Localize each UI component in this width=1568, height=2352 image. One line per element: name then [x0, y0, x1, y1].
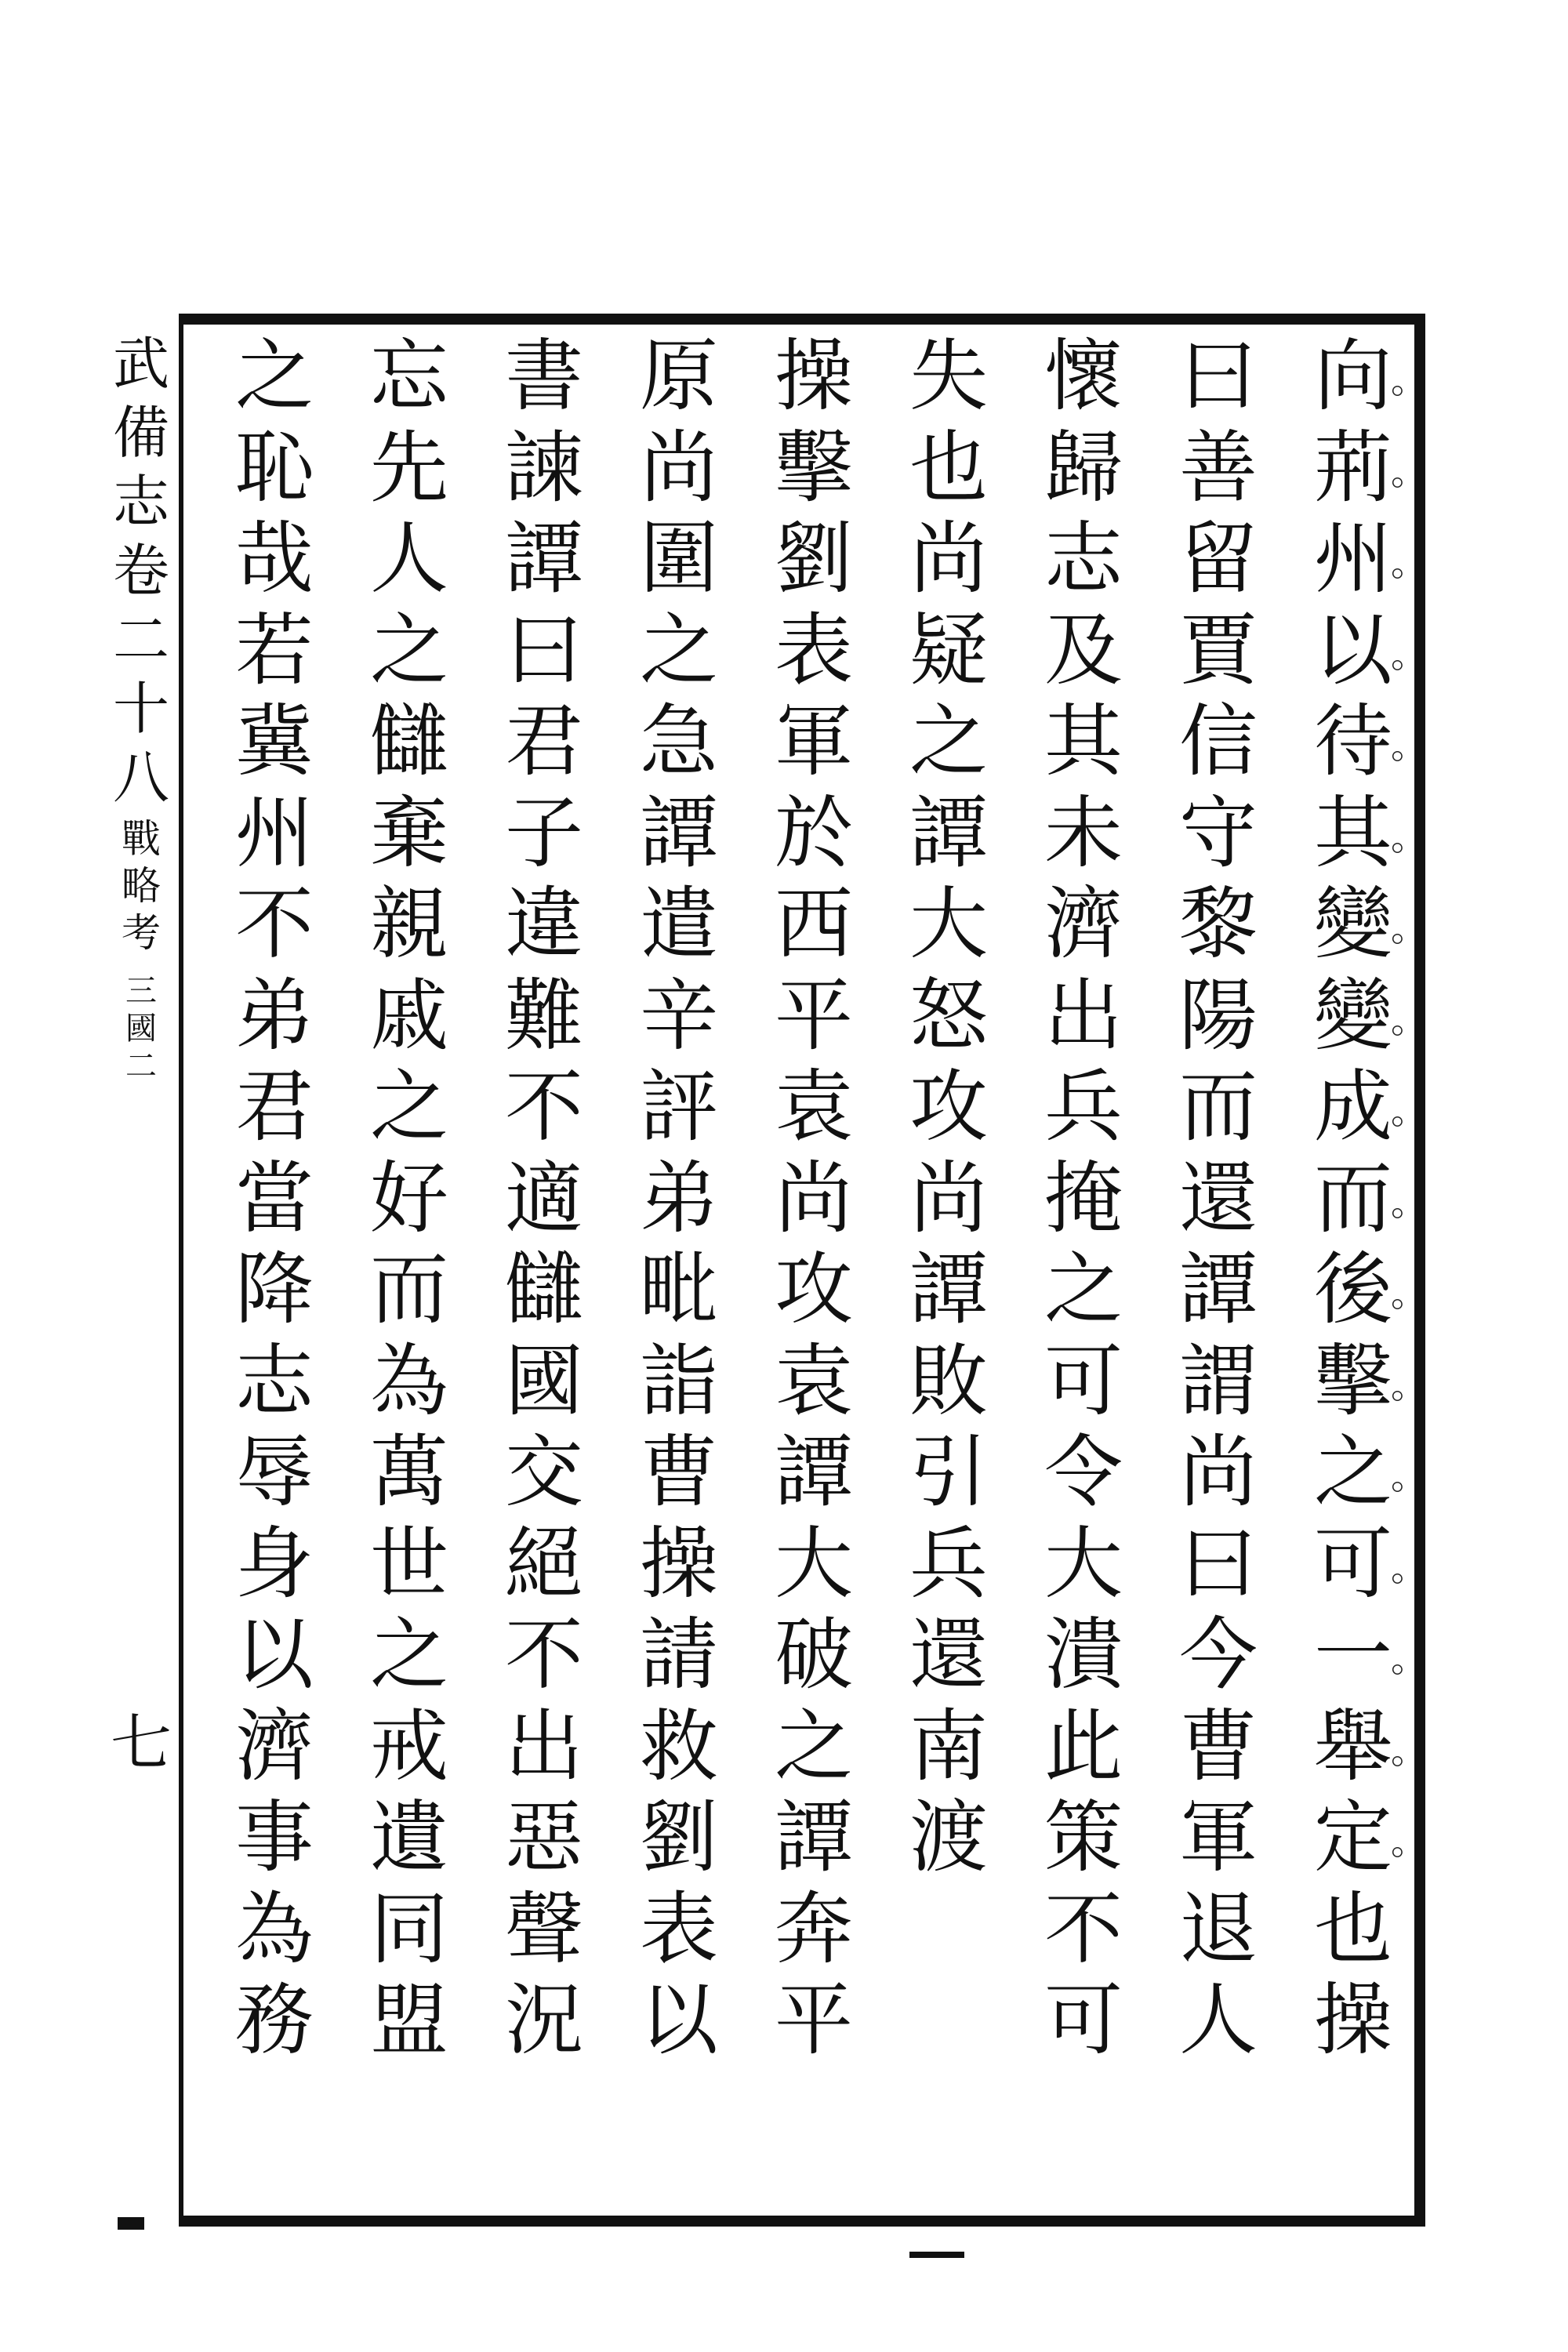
text-char: 曹: [1179, 1700, 1258, 1792]
text-char: 辱: [235, 1426, 314, 1518]
text-char: 盟: [370, 1974, 448, 2066]
text-char: 譚: [1179, 1243, 1258, 1335]
text-char: 譚: [505, 513, 583, 604]
text-char: 違: [505, 878, 583, 970]
text-char: 陽: [1179, 969, 1258, 1062]
text-char: 大: [909, 878, 988, 970]
text-char: 惡: [505, 1791, 583, 1883]
text-column: [1036, 330, 1131, 2073]
text-char: 急: [640, 695, 718, 787]
text-char: 軍: [1179, 1791, 1258, 1883]
text-char: 袁: [775, 1061, 853, 1152]
text-char: 而: [370, 1243, 448, 1335]
text-column: [902, 330, 996, 1890]
text-char: 操: [640, 1517, 718, 1610]
book-title-char: 備: [112, 400, 169, 466]
text-char: 同: [370, 1882, 448, 1975]
text-char: 州 。: [1306, 520, 1400, 612]
text-char: 以: [640, 1974, 718, 2066]
text-char: 而 。: [1306, 1160, 1400, 1251]
text-char: 濟: [235, 1700, 314, 1792]
text-char: 曰: [1179, 330, 1258, 422]
section-subtitle: [110, 972, 172, 1085]
text-char: 出: [505, 1700, 583, 1792]
text-char: 之: [370, 1609, 448, 1700]
text-char: 破: [775, 1609, 853, 1700]
text-char: 尚: [909, 1152, 988, 1244]
text-char: 濟: [1044, 878, 1123, 970]
text-char: 恥: [235, 421, 314, 514]
text-char: 辛: [640, 969, 718, 1062]
text-char: 擊: [775, 421, 853, 514]
text-char: 聲: [505, 1882, 583, 1975]
text-char: 詣: [640, 1334, 718, 1427]
text-char: 君: [235, 1061, 314, 1152]
text-char: 世: [370, 1517, 448, 1610]
text-char: 不: [505, 1609, 583, 1700]
text-char: 請: [640, 1609, 718, 1700]
text-char: 諫: [505, 421, 583, 514]
text-char: 之: [235, 330, 314, 422]
text-char: 於: [775, 786, 853, 879]
text-column: [1171, 330, 1265, 2073]
text-char: 留: [1179, 513, 1258, 604]
text-char: 今: [1179, 1609, 1258, 1700]
text-char: 成 。: [1306, 1068, 1400, 1160]
text-char: 攻: [909, 1061, 988, 1152]
text-char: 掩: [1044, 1152, 1123, 1244]
text-char: 可 。: [1306, 1525, 1400, 1617]
text-column: [1306, 330, 1400, 2073]
text-column: [227, 330, 321, 2073]
section-title-char: 戰: [122, 816, 161, 862]
text-char: 曰: [505, 604, 583, 696]
text-char: 不: [235, 878, 314, 970]
text-char: 歸: [1044, 421, 1123, 514]
text-char: 引: [909, 1426, 988, 1518]
text-char: 及: [1044, 604, 1123, 696]
text-char: 以 。: [1306, 612, 1400, 703]
text-char: 怒: [909, 969, 988, 1062]
text-char: 當: [235, 1152, 314, 1244]
text-char: 曹: [640, 1426, 718, 1518]
book-title: [110, 329, 172, 812]
text-char: 降: [235, 1243, 314, 1335]
text-char: 哉: [235, 513, 314, 604]
text-char: 失: [909, 330, 988, 422]
text-char: 疑: [909, 604, 988, 696]
text-char: 國: [505, 1334, 583, 1427]
text-char: 遺: [370, 1791, 448, 1883]
text-char: 懷: [1044, 330, 1123, 422]
text-char: 難: [505, 969, 583, 1062]
text-char: 此: [1044, 1700, 1123, 1792]
text-char: 身: [235, 1517, 314, 1610]
section-title-char: 考: [122, 910, 161, 956]
text-char: 敗: [909, 1334, 988, 1427]
text-char: 忘: [370, 330, 448, 422]
text-char: 而: [1179, 1061, 1258, 1152]
leaf-number: [110, 1709, 172, 1778]
text-char: 好: [370, 1152, 448, 1244]
text-char: 曰: [1179, 1517, 1258, 1610]
text-char: 待 。: [1306, 702, 1400, 794]
text-char: 荊 。: [1306, 429, 1400, 521]
text-char: 平: [775, 1974, 853, 2066]
text-char: 弟: [640, 1152, 718, 1244]
leaf-number-char: 七: [110, 1708, 172, 1779]
text-char: 定 。: [1306, 1798, 1400, 1890]
text-char: 圍: [640, 513, 718, 604]
text-char: 不: [505, 1061, 583, 1152]
text-char: 操: [775, 330, 853, 422]
text-char: 大: [775, 1517, 853, 1610]
text-char: 也: [909, 421, 988, 514]
book-title-char: 十: [112, 676, 169, 742]
text-char: 之: [370, 1061, 448, 1152]
text-char: 後 。: [1306, 1250, 1400, 1342]
text-char: 交: [505, 1426, 583, 1518]
text-column: [362, 330, 456, 2073]
text-char: 變 。: [1306, 885, 1400, 977]
text-char: 之: [1044, 1243, 1123, 1335]
book-title-char: 武: [112, 331, 169, 397]
text-char: 人: [1179, 1974, 1258, 2066]
text-char: 之 。: [1306, 1433, 1400, 1525]
text-char: 渡: [909, 1791, 988, 1883]
text-char: 事: [235, 1791, 314, 1883]
text-char: 為: [235, 1882, 314, 1975]
text-column: [497, 330, 591, 2073]
text-char: 出: [1044, 969, 1123, 1062]
text-char: 萬: [370, 1426, 448, 1518]
text-char: 譚: [909, 1243, 988, 1335]
text-char: 讎: [505, 1243, 583, 1335]
text-char: 南: [909, 1700, 988, 1792]
book-title-char: 八: [112, 745, 169, 811]
text-char: 書: [505, 330, 583, 422]
text-char: 不: [1044, 1882, 1123, 1975]
text-char: 州: [235, 786, 314, 879]
text-char: 以: [235, 1609, 314, 1700]
text-char: 擊 。: [1306, 1342, 1400, 1434]
text-char: 救: [640, 1700, 718, 1792]
text-char: 之: [775, 1700, 853, 1792]
text-char: 袁: [775, 1334, 853, 1427]
text-char: 戚: [370, 969, 448, 1062]
text-char: 平: [775, 969, 853, 1062]
text-char: 劉: [640, 1791, 718, 1883]
text-char: 退: [1179, 1882, 1258, 1975]
text-char: 志: [235, 1334, 314, 1427]
section-subtitle-char: 二: [125, 1048, 157, 1084]
text-char: 先: [370, 421, 448, 514]
text-char: 譚: [775, 1426, 853, 1518]
bottom-mark: [909, 2252, 964, 2258]
text-char: 若: [235, 604, 314, 696]
corner-mark: [118, 2217, 144, 2230]
text-char: 信: [1179, 695, 1258, 787]
text-char: 大: [1044, 1517, 1123, 1610]
text-char: 一 。: [1306, 1616, 1400, 1708]
text-char: 原: [640, 330, 718, 422]
text-char: 適: [505, 1152, 583, 1244]
text-char: 表: [640, 1882, 718, 1975]
text-char: 謂: [1179, 1334, 1258, 1427]
text-char: 還: [909, 1609, 988, 1700]
text-char: 劉: [775, 513, 853, 604]
text-char: 尚: [909, 513, 988, 604]
text-char: 之: [370, 604, 448, 696]
text-char: 軍: [775, 695, 853, 787]
text-char: 棄: [370, 786, 448, 879]
text-char: 令: [1044, 1426, 1123, 1518]
text-char: 君: [505, 695, 583, 787]
text-char: 策: [1044, 1791, 1123, 1883]
text-char: 潰: [1044, 1609, 1123, 1700]
book-title-char: 二: [112, 607, 169, 673]
text-char: 也: [1314, 1882, 1392, 1975]
text-char: 兵: [909, 1517, 988, 1610]
text-char: 子: [505, 786, 583, 879]
text-char: 西: [775, 878, 853, 970]
text-char: 譚: [640, 786, 718, 879]
text-char: 變 。: [1306, 977, 1400, 1069]
text-char: 弟: [235, 969, 314, 1062]
text-char: 親: [370, 878, 448, 970]
text-char: 冀: [235, 695, 314, 787]
text-char: 尚: [1179, 1426, 1258, 1518]
text-char: 可: [1044, 1334, 1123, 1427]
text-char: 奔: [775, 1882, 853, 1975]
text-char: 賈: [1179, 604, 1258, 696]
text-char: 毗: [640, 1243, 718, 1335]
section-title-char: 略: [122, 863, 161, 909]
text-char: 讎: [370, 695, 448, 787]
section-title: [110, 815, 172, 956]
text-char: 絕: [505, 1517, 583, 1610]
text-char: 黎: [1179, 878, 1258, 970]
section-subtitle-char: 國: [125, 1011, 157, 1047]
text-char: 評: [640, 1061, 718, 1152]
text-char: 遣: [640, 878, 718, 970]
text-char: 人: [370, 513, 448, 604]
text-char: 向 。: [1306, 337, 1400, 429]
text-char: 兵: [1044, 1061, 1123, 1152]
text-char: 譚: [909, 786, 988, 879]
text-char: 善: [1179, 421, 1258, 514]
text-char: 守: [1179, 786, 1258, 879]
text-char: 舉 。: [1306, 1708, 1400, 1799]
text-char: 況: [505, 1974, 583, 2066]
text-char: 譚: [775, 1791, 853, 1883]
text-char: 尚: [640, 421, 718, 514]
text-char: 務: [235, 1974, 314, 2066]
text-char: 之: [640, 604, 718, 696]
section-subtitle-char: 三: [125, 973, 157, 1009]
text-column: [767, 330, 861, 2073]
text-char: 未: [1044, 786, 1123, 879]
book-title-char: 卷: [112, 538, 169, 604]
text-char: 攻: [775, 1243, 853, 1335]
book-title-char: 志: [112, 469, 169, 535]
text-char: 為: [370, 1334, 448, 1427]
text-char: 尚: [775, 1152, 853, 1244]
text-char: 其: [1044, 695, 1123, 787]
text-column: [632, 330, 726, 2073]
text-char: 操: [1314, 1974, 1392, 2066]
text-char: 之: [909, 695, 988, 787]
margin-column: [110, 329, 172, 2195]
text-char: 戒: [370, 1700, 448, 1792]
text-char: 其 。: [1306, 794, 1400, 886]
text-char: 還: [1179, 1152, 1258, 1244]
text-char: 可: [1044, 1974, 1123, 2066]
text-char: 表: [775, 604, 853, 696]
text-char: 志: [1044, 513, 1123, 604]
